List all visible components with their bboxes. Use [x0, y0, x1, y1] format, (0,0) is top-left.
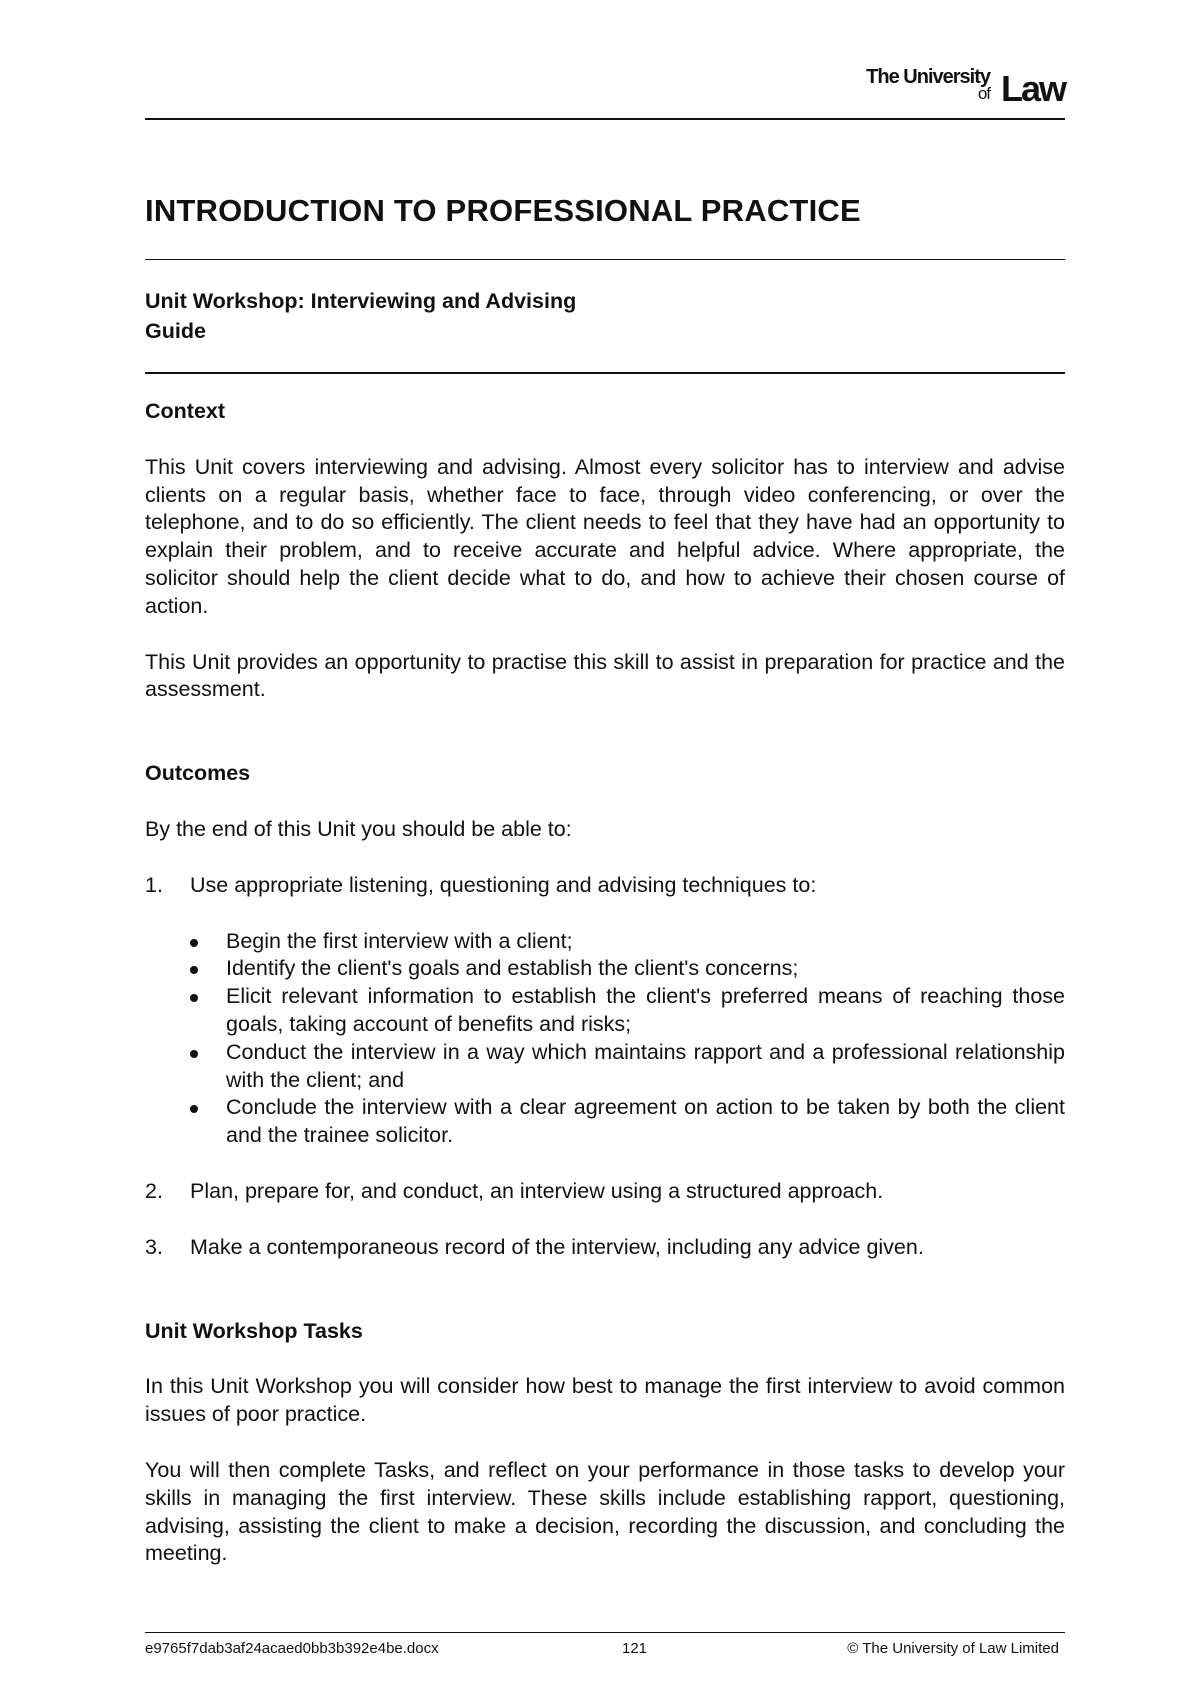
logo-line-university: The University	[866, 66, 990, 88]
outcome-text: Make a contemporaneous record of the interview, including any advice given.	[190, 1234, 924, 1259]
outcome-number: 3.	[145, 1234, 163, 1259]
tasks-paragraph-1: In this Unit Workshop you will consider how best to manage the first interview to avoid common issues of poor practice.	[145, 1374, 1065, 1427]
outcome-bullet-list	[145, 928, 1065, 1150]
footer-divider	[145, 1632, 1065, 1633]
bullet-dot-icon	[190, 1050, 198, 1058]
context-paragraph-1: This Unit covers interviewing and advising. Almost every solicitor has to interview and advise clients on a regular basis, whether face to face, through video conferencing, or over the telephone, and to do so efficiently. The client needs to feel that they have had an opportunity to explain their problem, and to receive accurate and helpful advice. Where appropriate, the solicitor should help the client decide what to do, and how to achieve their chosen course of action.	[145, 454, 1065, 618]
outcome-item-1	[145, 872, 1065, 900]
bullet-dot-icon	[190, 1105, 198, 1113]
outcome-number: 2.	[145, 1178, 163, 1203]
bullet-item	[226, 955, 1065, 983]
footer-copyright: © The University of Law Limited	[847, 1640, 1059, 1657]
context-heading: Context	[145, 399, 226, 423]
context-paragraph-2: This Unit provides an opportunity to practise this skill to assist in preparation for practice and the assessment.	[145, 649, 1065, 702]
title-divider	[145, 259, 1065, 260]
bullet-item	[226, 1039, 1065, 1095]
bullet-text: Elicit relevant information to establish the client's preferred means of reaching those goals, taking account of benefits and risks;	[226, 984, 1065, 1036]
document-title: INTRODUCTION TO PROFESSIONAL PRACTICE	[145, 193, 861, 228]
bullet-item	[226, 1094, 1065, 1150]
logo-line-of: of	[977, 84, 990, 103]
outcome-text: Use appropriate listening, questioning and advising techniques to:	[190, 872, 817, 897]
subtitle-line-1: Unit Workshop: Interviewing and Advising	[145, 289, 577, 313]
subtitle-line-2: Guide	[145, 319, 206, 343]
bullet-dot-icon	[190, 994, 198, 1002]
footer-page-number: 121	[622, 1640, 648, 1657]
bullet-text: Conclude the interview with a clear agreement on action to be taken by both the client and the trainee solicitor.	[226, 1095, 1065, 1148]
document-body	[145, 398, 1065, 1596]
tasks-paragraph-2: You will then complete Tasks, and reflect on your performance in those tasks to develop your skills in managing the first interview. These skills include establishing rapport, questioning, advising, assisting the client to make a decision, recording the discussion, and concluding the meeting.	[145, 1457, 1065, 1566]
bullet-dot-icon	[190, 966, 198, 974]
tasks-heading: Unit Workshop Tasks	[145, 1318, 363, 1343]
footer-filename: e9765f7dab3af24acaed0bb3b392e4be.docx	[145, 1640, 439, 1657]
outcomes-heading: Outcomes	[145, 761, 251, 786]
outcome-number: 1.	[145, 872, 163, 897]
outcome-text: Plan, prepare for, and conduct, an interview using a structured approach.	[190, 1178, 884, 1203]
logo-line-law: Law	[1000, 68, 1065, 109]
bullet-item	[226, 983, 1065, 1039]
document-subtitle	[145, 286, 576, 346]
subtitle-divider	[145, 372, 1065, 374]
bullet-text: Begin the first interview with a client;	[226, 928, 573, 953]
bullet-text: Identify the client's goals and establish the client's concerns;	[226, 956, 799, 981]
bullet-text: Conduct the interview in a way which maintains rapport and a professional relationship with the client; and	[226, 1039, 1065, 1092]
outcome-item-3	[145, 1234, 1065, 1262]
outcome-item-2	[145, 1178, 1065, 1206]
bullet-dot-icon	[190, 939, 198, 947]
header-divider	[145, 118, 1065, 120]
university-of-law-logo	[855, 66, 1065, 109]
bullet-item	[226, 928, 1065, 956]
outcomes-intro: By the end of this Unit you should be able to:	[145, 816, 572, 841]
page-footer	[145, 1640, 1065, 1662]
